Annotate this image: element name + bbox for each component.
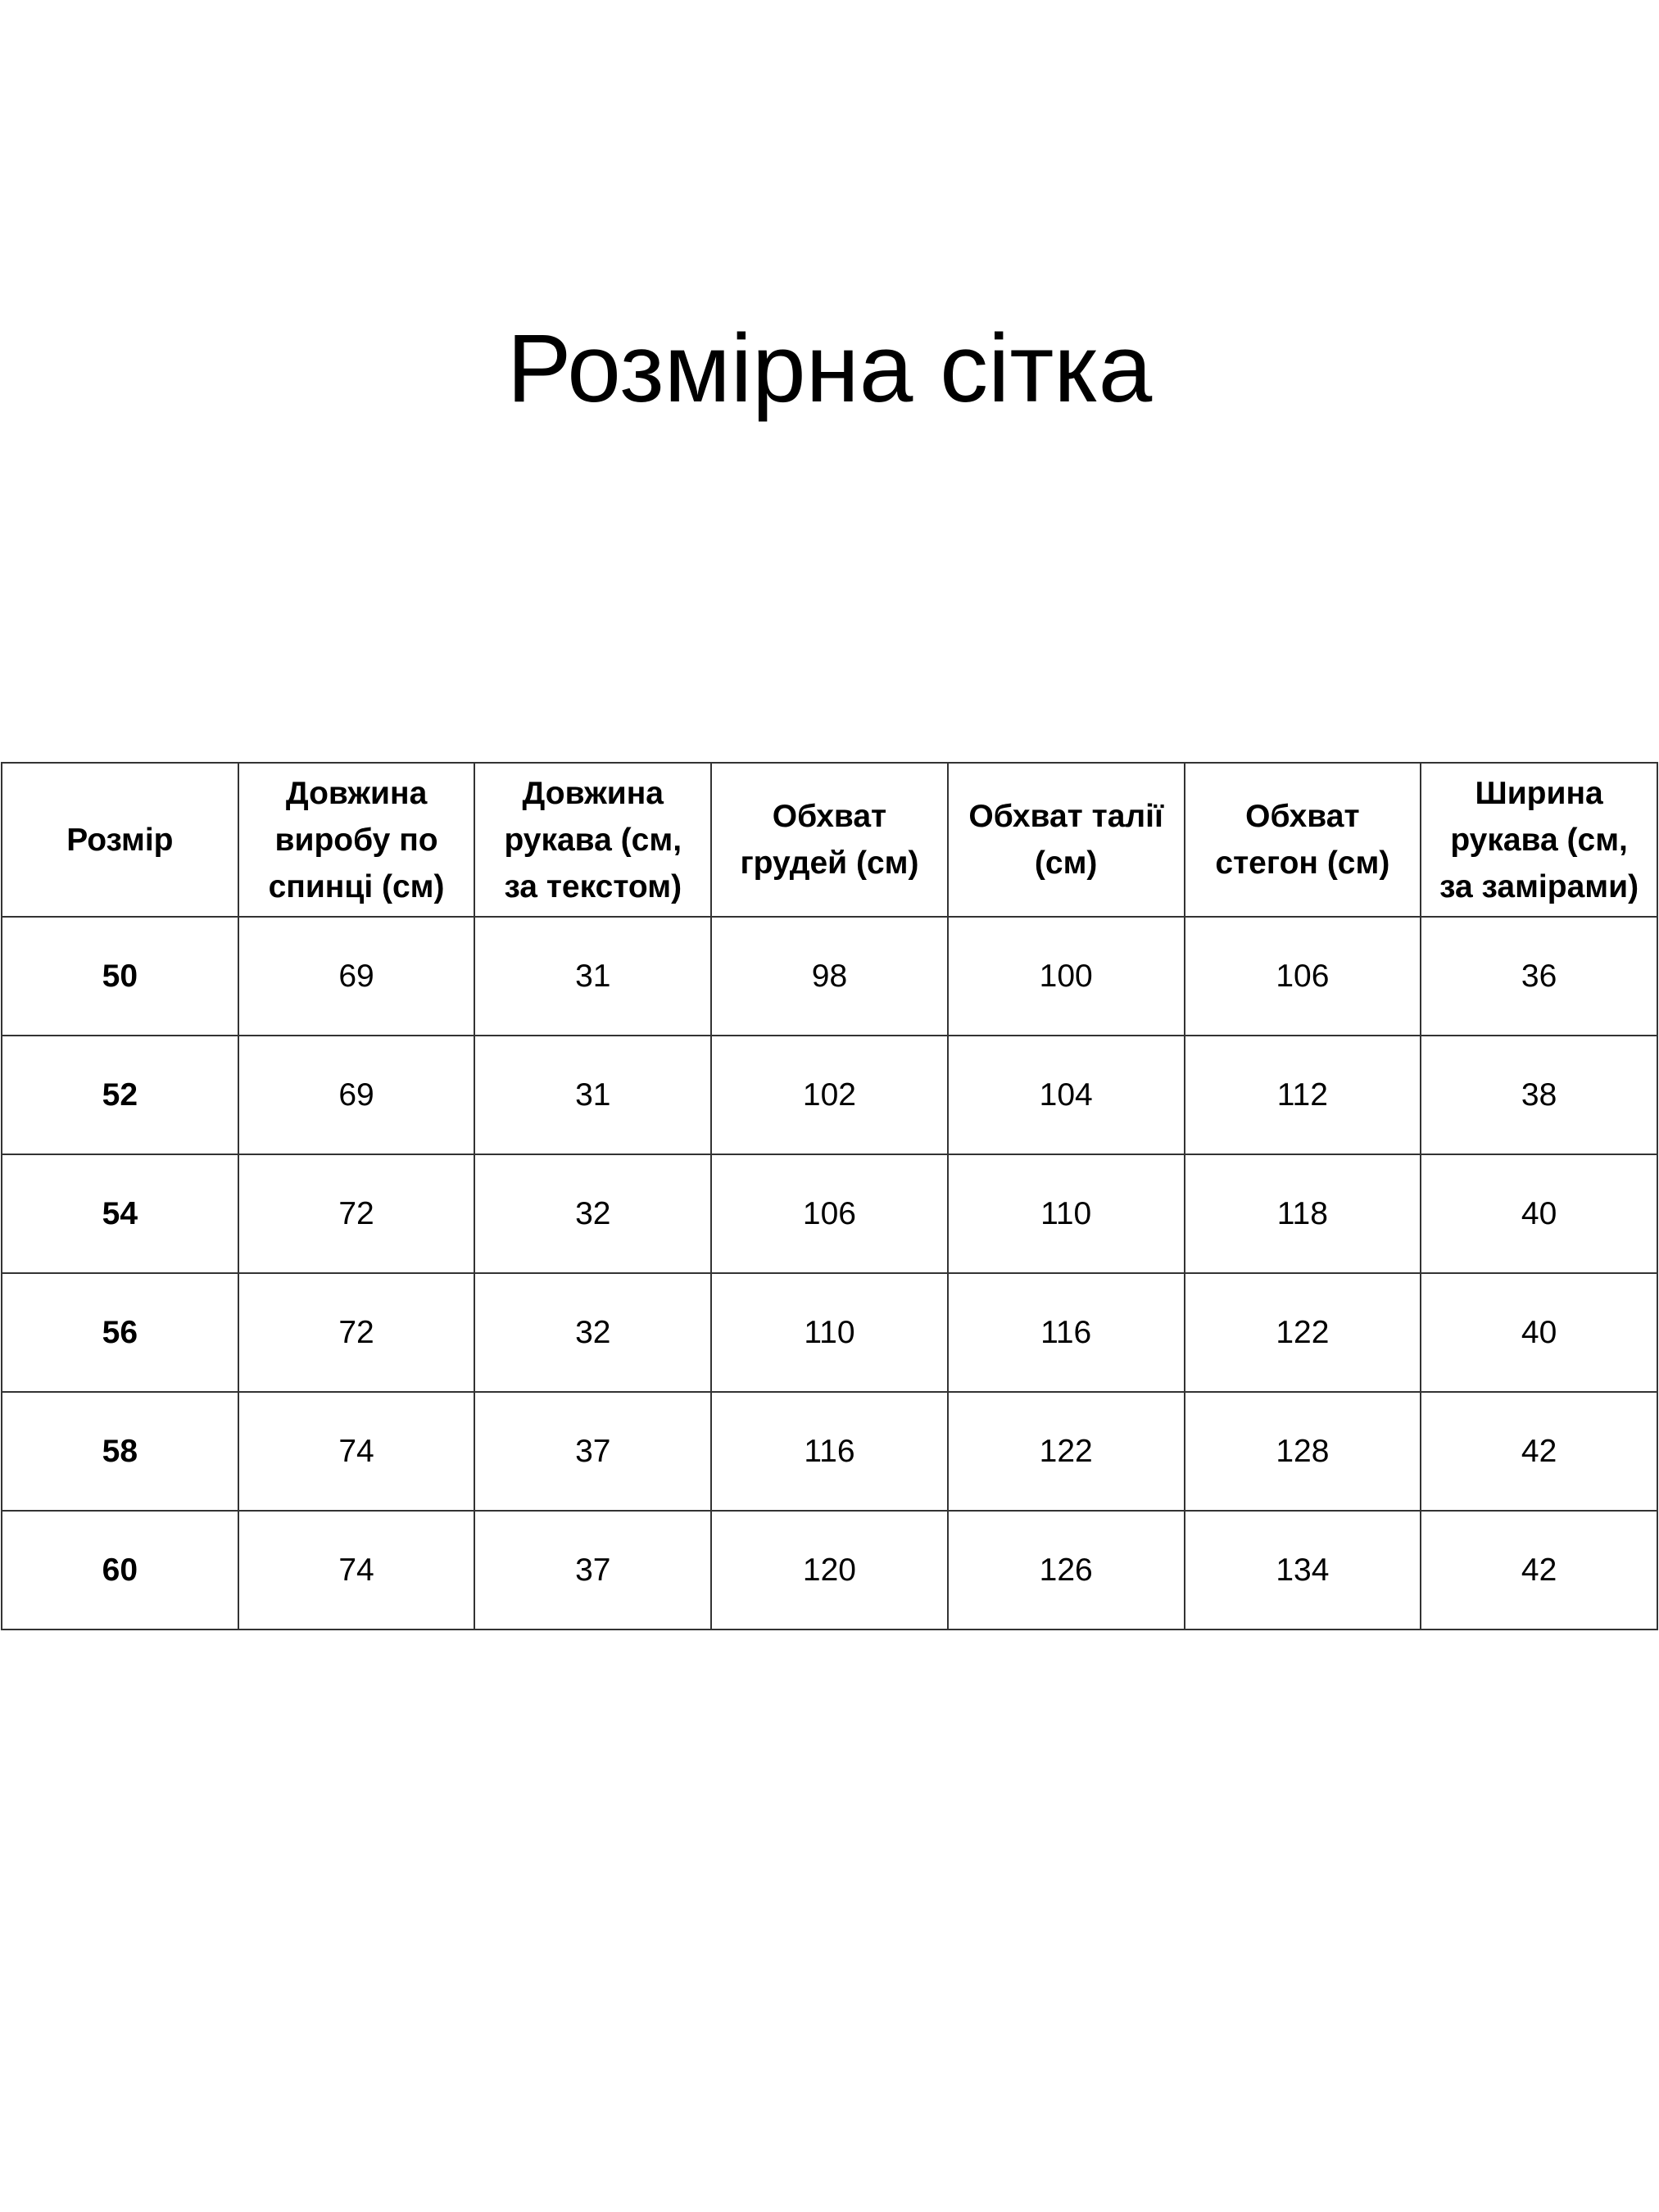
- size-cell: 56: [2, 1273, 238, 1392]
- table-cell: 31: [474, 917, 711, 1036]
- table-cell: 36: [1421, 917, 1657, 1036]
- table-cell: 74: [238, 1392, 475, 1511]
- table-cell: 74: [238, 1511, 475, 1630]
- table-cell: 118: [1185, 1154, 1421, 1273]
- header-sleeve-length: Довжина рукава (см, за текстом): [474, 763, 711, 917]
- table-cell: 110: [948, 1154, 1185, 1273]
- table-cell: 106: [1185, 917, 1421, 1036]
- table-cell: 32: [474, 1273, 711, 1392]
- size-cell: 60: [2, 1511, 238, 1630]
- table-cell: 120: [711, 1511, 948, 1630]
- header-size: Розмір: [2, 763, 238, 917]
- table-cell: 72: [238, 1154, 475, 1273]
- table-cell: 126: [948, 1511, 1185, 1630]
- table-cell: 116: [711, 1392, 948, 1511]
- table-cell: 37: [474, 1511, 711, 1630]
- header-sleeve-width: Ширина рукава (см, за замірами): [1421, 763, 1657, 917]
- table-cell: 128: [1185, 1392, 1421, 1511]
- table-row: [2, 1273, 1657, 1392]
- table-cell: 122: [948, 1392, 1185, 1511]
- page-title: Розмірна сітка: [506, 315, 1153, 423]
- table-header-row: [2, 763, 1657, 917]
- size-cell: 58: [2, 1392, 238, 1511]
- table-row: [2, 917, 1657, 1036]
- table-cell: 112: [1185, 1036, 1421, 1154]
- table-cell: 38: [1421, 1036, 1657, 1154]
- table-cell: 100: [948, 917, 1185, 1036]
- header-hips: Обхват стегон (см): [1185, 763, 1421, 917]
- table-cell: 106: [711, 1154, 948, 1273]
- table-cell: 40: [1421, 1273, 1657, 1392]
- table-cell: 116: [948, 1273, 1185, 1392]
- table-row: [2, 1036, 1657, 1154]
- header-waist: Обхват талії (см): [948, 763, 1185, 917]
- table-cell: 102: [711, 1036, 948, 1154]
- table-row: [2, 1511, 1657, 1630]
- header-back-length: Довжина виробу по спинці (см): [238, 763, 475, 917]
- table-row: [2, 1154, 1657, 1273]
- table-cell: 134: [1185, 1511, 1421, 1630]
- table-row: [2, 1392, 1657, 1511]
- table-cell: 122: [1185, 1273, 1421, 1392]
- size-cell: 52: [2, 1036, 238, 1154]
- table-cell: 42: [1421, 1392, 1657, 1511]
- table-cell: 104: [948, 1036, 1185, 1154]
- size-cell: 50: [2, 917, 238, 1036]
- table-cell: 42: [1421, 1511, 1657, 1630]
- header-chest: Обхват грудей (см): [711, 763, 948, 917]
- table-cell: 37: [474, 1392, 711, 1511]
- size-cell: 54: [2, 1154, 238, 1273]
- size-chart-table: [1, 762, 1658, 1630]
- table-cell: 69: [238, 1036, 475, 1154]
- table-cell: 31: [474, 1036, 711, 1154]
- table-cell: 32: [474, 1154, 711, 1273]
- table-cell: 69: [238, 917, 475, 1036]
- table-cell: 110: [711, 1273, 948, 1392]
- table-cell: 72: [238, 1273, 475, 1392]
- table-cell: 98: [711, 917, 948, 1036]
- table-cell: 40: [1421, 1154, 1657, 1273]
